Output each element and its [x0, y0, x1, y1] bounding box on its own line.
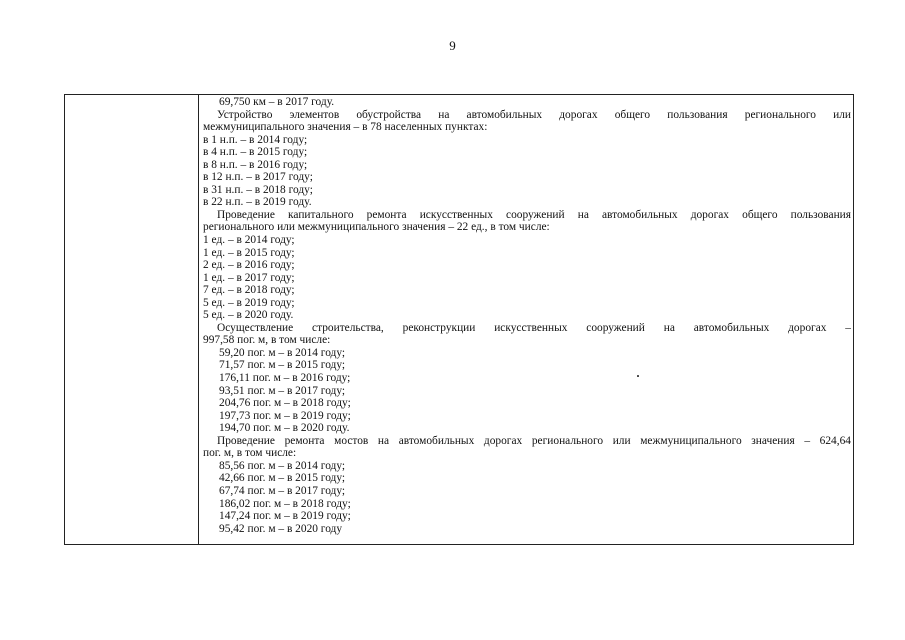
text-line: 69,750 км – в 2017 году.: [219, 96, 335, 108]
paragraph-line: Проведение капитального ремонта искусственных сооружений на автомобильных дорогах общего пользования: [217, 208, 851, 221]
list-item: 197,73 пог. м – в 2019 году;: [219, 409, 351, 422]
scan-speck: [637, 375, 639, 377]
list-item: 186,02 пог. м – в 2018 году;: [219, 497, 351, 510]
list-item: 176,11 пог. м – в 2016 году;: [219, 372, 351, 385]
list-item: в 4 н.п. – в 2015 году;: [203, 146, 308, 159]
list-item: в 12 н.п. – в 2017 году;: [203, 171, 313, 184]
paragraph-line: Осуществление строительства, реконструкции искусственных сооружений на автомобильных дорогах –: [217, 321, 851, 334]
list-item: 67,74 пог. м – в 2017 году;: [219, 484, 346, 497]
list-item: в 1 н.п. – в 2014 году;: [203, 133, 308, 146]
page-number: 9: [449, 38, 456, 53]
list-item: 5 ед. – в 2019 году;: [203, 296, 295, 309]
list-item: 7 ед. – в 2018 году;: [203, 284, 295, 297]
list-item: 194,70 пог. м – в 2020 году.: [219, 422, 350, 435]
list-item: 85,56 пог. м – в 2014 году;: [219, 459, 346, 472]
list-item: в 8 н.п. – в 2016 году;: [203, 158, 308, 171]
paragraph-line: Устройство элементов обустройства на автомобильных дорогах общего пользования регионального или: [217, 108, 851, 121]
list-item: 2 ед. – в 2016 году;: [203, 259, 295, 272]
list-item: 5 ед. – в 2020 году.: [203, 309, 294, 322]
list-item: 1 ед. – в 2015 году;: [203, 246, 295, 259]
table-right-column: [199, 95, 853, 544]
list-item: 59,20 пог. м – в 2014 году;: [219, 346, 346, 359]
list-item: 1 ед. – в 2017 году;: [203, 271, 295, 284]
list-item: 42,66 пог. м – в 2015 году;: [219, 472, 346, 485]
list-item: 1 ед. – в 2014 году;: [203, 234, 295, 247]
text-line: 997,58 пог. м, в том числе:: [203, 334, 331, 347]
paragraph-line: Проведение ремонта мостов на автомобильных дорогах регионального или межмуниципального значения – 624,64: [217, 434, 851, 447]
text-line: межмуниципального значения – в 78 населенных пунктах:: [203, 121, 488, 134]
document-table: [64, 94, 854, 545]
list-item: 71,57 пог. м – в 2015 году;: [219, 359, 346, 372]
text-line: пог. м, в том числе:: [203, 447, 297, 460]
list-item: в 22 н.п. – в 2019 году.: [203, 196, 312, 209]
list-item: в 31 н.п. – в 2018 году;: [203, 183, 313, 196]
list-item: 204,76 пог. м – в 2018 году;: [219, 397, 351, 410]
list-item: 95,42 пог. м – в 2020 году: [219, 522, 343, 535]
table-left-column: [65, 95, 199, 544]
text-line: регионального или межмуниципального значения – 22 ед., в том числе:: [203, 221, 550, 234]
list-item: 93,51 пог. м – в 2017 году;: [219, 384, 346, 397]
list-item: 147,24 пог. м – в 2019 году;: [219, 510, 351, 523]
